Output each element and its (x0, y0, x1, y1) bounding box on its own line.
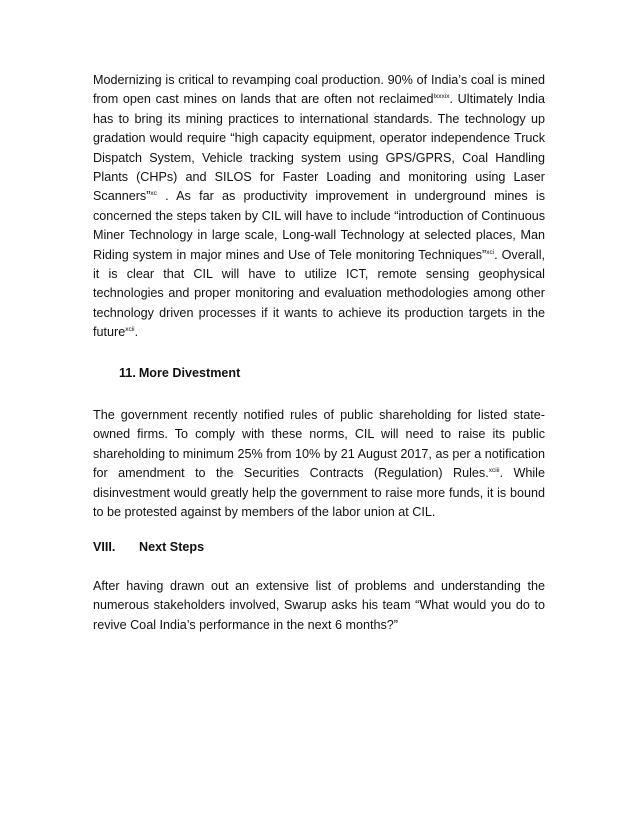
paragraph-divestment (93, 406, 545, 522)
section-heading-more-divestment (119, 366, 240, 380)
heading-number: VIII. (93, 540, 116, 554)
paragraph-text: The government recently notified rules of public shareholding for listed state-owned firms. To comply with these norms, CIL will need to raise its public shareholding to minimum 25% from 10% by 21 August 2017, as per a notification for amendment to the Securities Contracts (Regulation) Rules. (93, 408, 545, 481)
footnote-marker[interactable]: xciii (488, 467, 500, 475)
paragraph-text: . While disinvestment would greatly help the government to raise more funds, it is bound to be protested against by members of the labor union at CIL. (93, 466, 545, 520)
paragraph-text: . (134, 325, 139, 340)
paragraph-text: . Overall, it is clear that CIL will have to utilize ICT, remote sensing geophysical technologies and proper monitoring and evaluation methodologies among other technology driven processes if it wants to achieve its production targets in the future (93, 247, 545, 340)
paragraph-text: . Ultimately India has to bring its mining practices to international standards. The technology up gradation would require “high capacity equipment, operator independence Truck Dispatch System, Vehicle tracking system using GPS/GPRS, Coal Handling Plants (CHPs) and SILOS for Faster Loading and monitoring using Laser Scanners” (93, 92, 545, 204)
footnote-marker[interactable]: xc (150, 190, 157, 198)
footnote-marker[interactable]: xcii (125, 326, 135, 334)
paragraph-modernizing (93, 71, 545, 343)
paragraph-next-steps (93, 577, 545, 635)
paragraph-text: Modernizing is critical to revamping coal production. 90% of India’s coal is mined from open cast mines on lands that are often not reclaimed (93, 73, 545, 107)
paragraph-text: After having drawn out an extensive list of problems and understanding the numerous stakeholders involved, Swarup asks his team “What would you do to revive Coal India’s performance in the next 6 months?” (93, 579, 545, 632)
footnote-marker[interactable]: lxxxix (433, 93, 450, 101)
section-heading-next-steps (93, 540, 204, 554)
heading-title: More Divestment (138, 366, 241, 380)
paragraph-text: . As far as productivity improvement in underground mines is concerned the steps taken by CIL will have to include “introduction of Continuous Miner Technology in large scale, Long-wall Technology at selected places, Man Riding system in major mines and Use of Tele monitoring Techniques” (93, 189, 545, 262)
heading-title: Next Steps (139, 540, 205, 554)
heading-number: 11. (119, 366, 136, 380)
footnote-marker[interactable]: xci (486, 248, 495, 256)
